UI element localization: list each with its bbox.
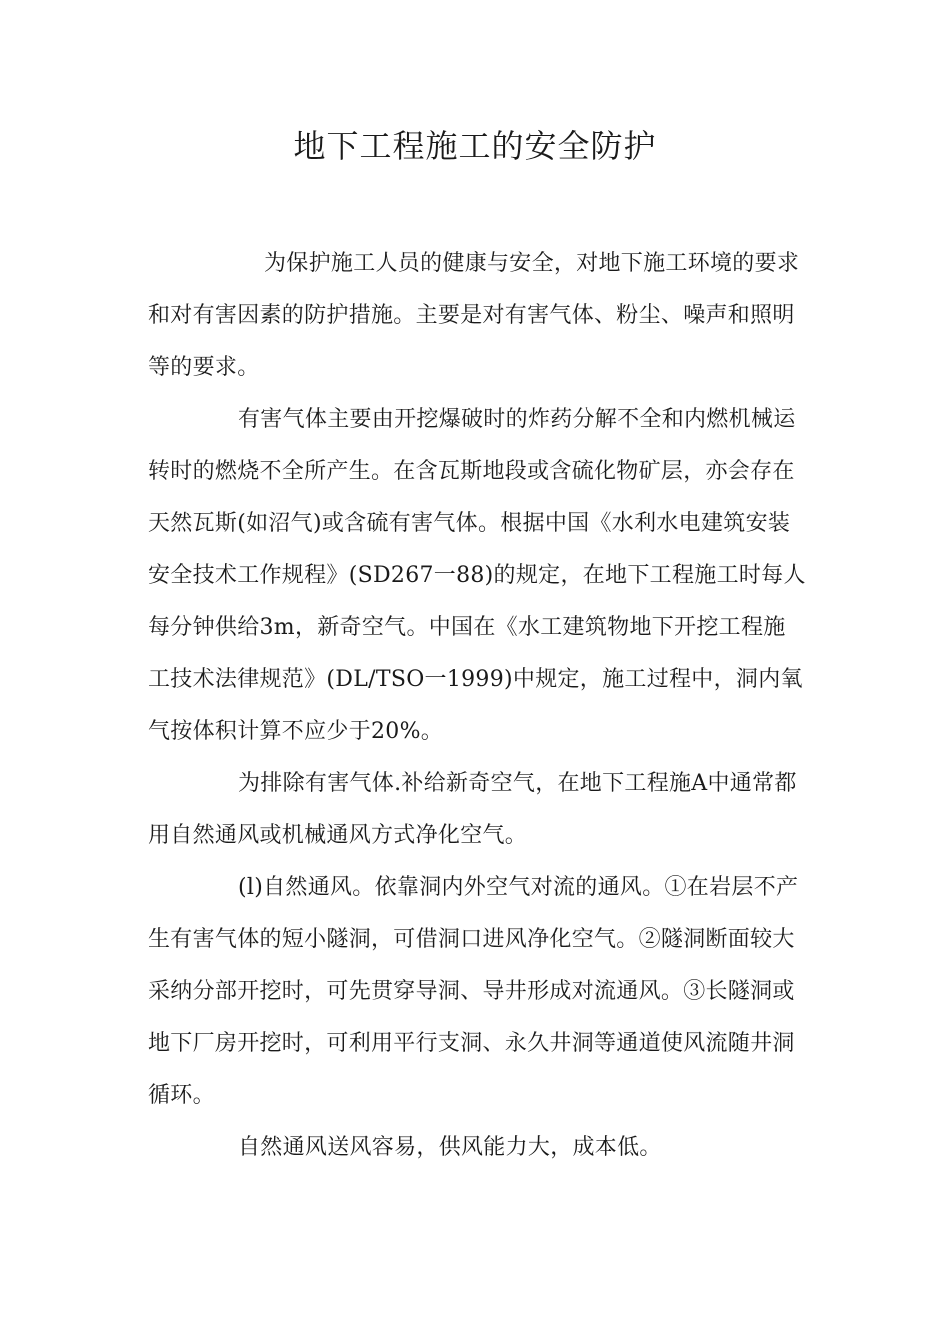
paragraph-1-line-1: 为保护施工人员的健康与安全，对地下施工环境的要求 (264, 251, 800, 276)
paragraph-2-line-5: 每分钟供给3m，新奇空气。中国在《水工建筑物地下开挖工程施 (148, 615, 786, 640)
paragraph-4-line-1: (l)自然通风。依靠洞内外空气对流的通风。①在岩层不产 (238, 875, 799, 900)
paragraph-2-line-3: 天然瓦斯(如沼气)或含硫有害气体。根据中国《水利水电建筑安装 (148, 511, 791, 536)
paragraph-2-line-2: 转时的燃烧不全所产生。在含瓦斯地段或含硫化物矿层，亦会存在 (148, 459, 795, 484)
paragraph-2-line-7: 气按体积计算不应少于20%。 (148, 719, 444, 744)
paragraph-3-line-2: 用自然通风或机械通风方式净化空气。 (148, 823, 528, 848)
paragraph-4-line-5: 循环。 (148, 1083, 215, 1108)
paragraph-4-line-2: 生有害气体的短小隧洞，可借洞口进风净化空气。②隧洞断面较大 (148, 927, 795, 952)
paragraph-3-line-1: 为排除有害气体.补给新奇空气，在地下工程施A中通常都 (238, 771, 797, 796)
paragraph-2-line-6: 工技术法律规范》(DL/TSO一1999)中规定，施工过程中，洞内氧 (148, 667, 803, 692)
paragraph-1-line-2: 和对有害因素的防护措施。主要是对有害气体、粉尘、噪声和照明 (148, 303, 795, 328)
paragraph-5-line-1: 自然通风送风容易，供风能力大，成本低。 (238, 1135, 662, 1160)
document-title: 地下工程施工的安全防护 (293, 127, 657, 165)
paragraph-1-line-3: 等的要求。 (148, 355, 260, 380)
paragraph-4-line-3: 采纳分部开挖时，可先贯穿导洞、导井形成对流通风。③长隧洞或 (148, 979, 795, 1004)
paragraph-4-line-4: 地下厂房开挖时，可利用平行支洞、永久井洞等通道使风流随井洞 (148, 1031, 795, 1056)
document-body (148, 242, 806, 1178)
paragraph-2-line-4: 安全技术工作规程》(SD267一88)的规定，在地下工程施工时每人 (148, 563, 806, 588)
paragraph-2-line-1: 有害气体主要由开挖爆破时的炸药分解不全和内燃机械运 (238, 407, 796, 432)
